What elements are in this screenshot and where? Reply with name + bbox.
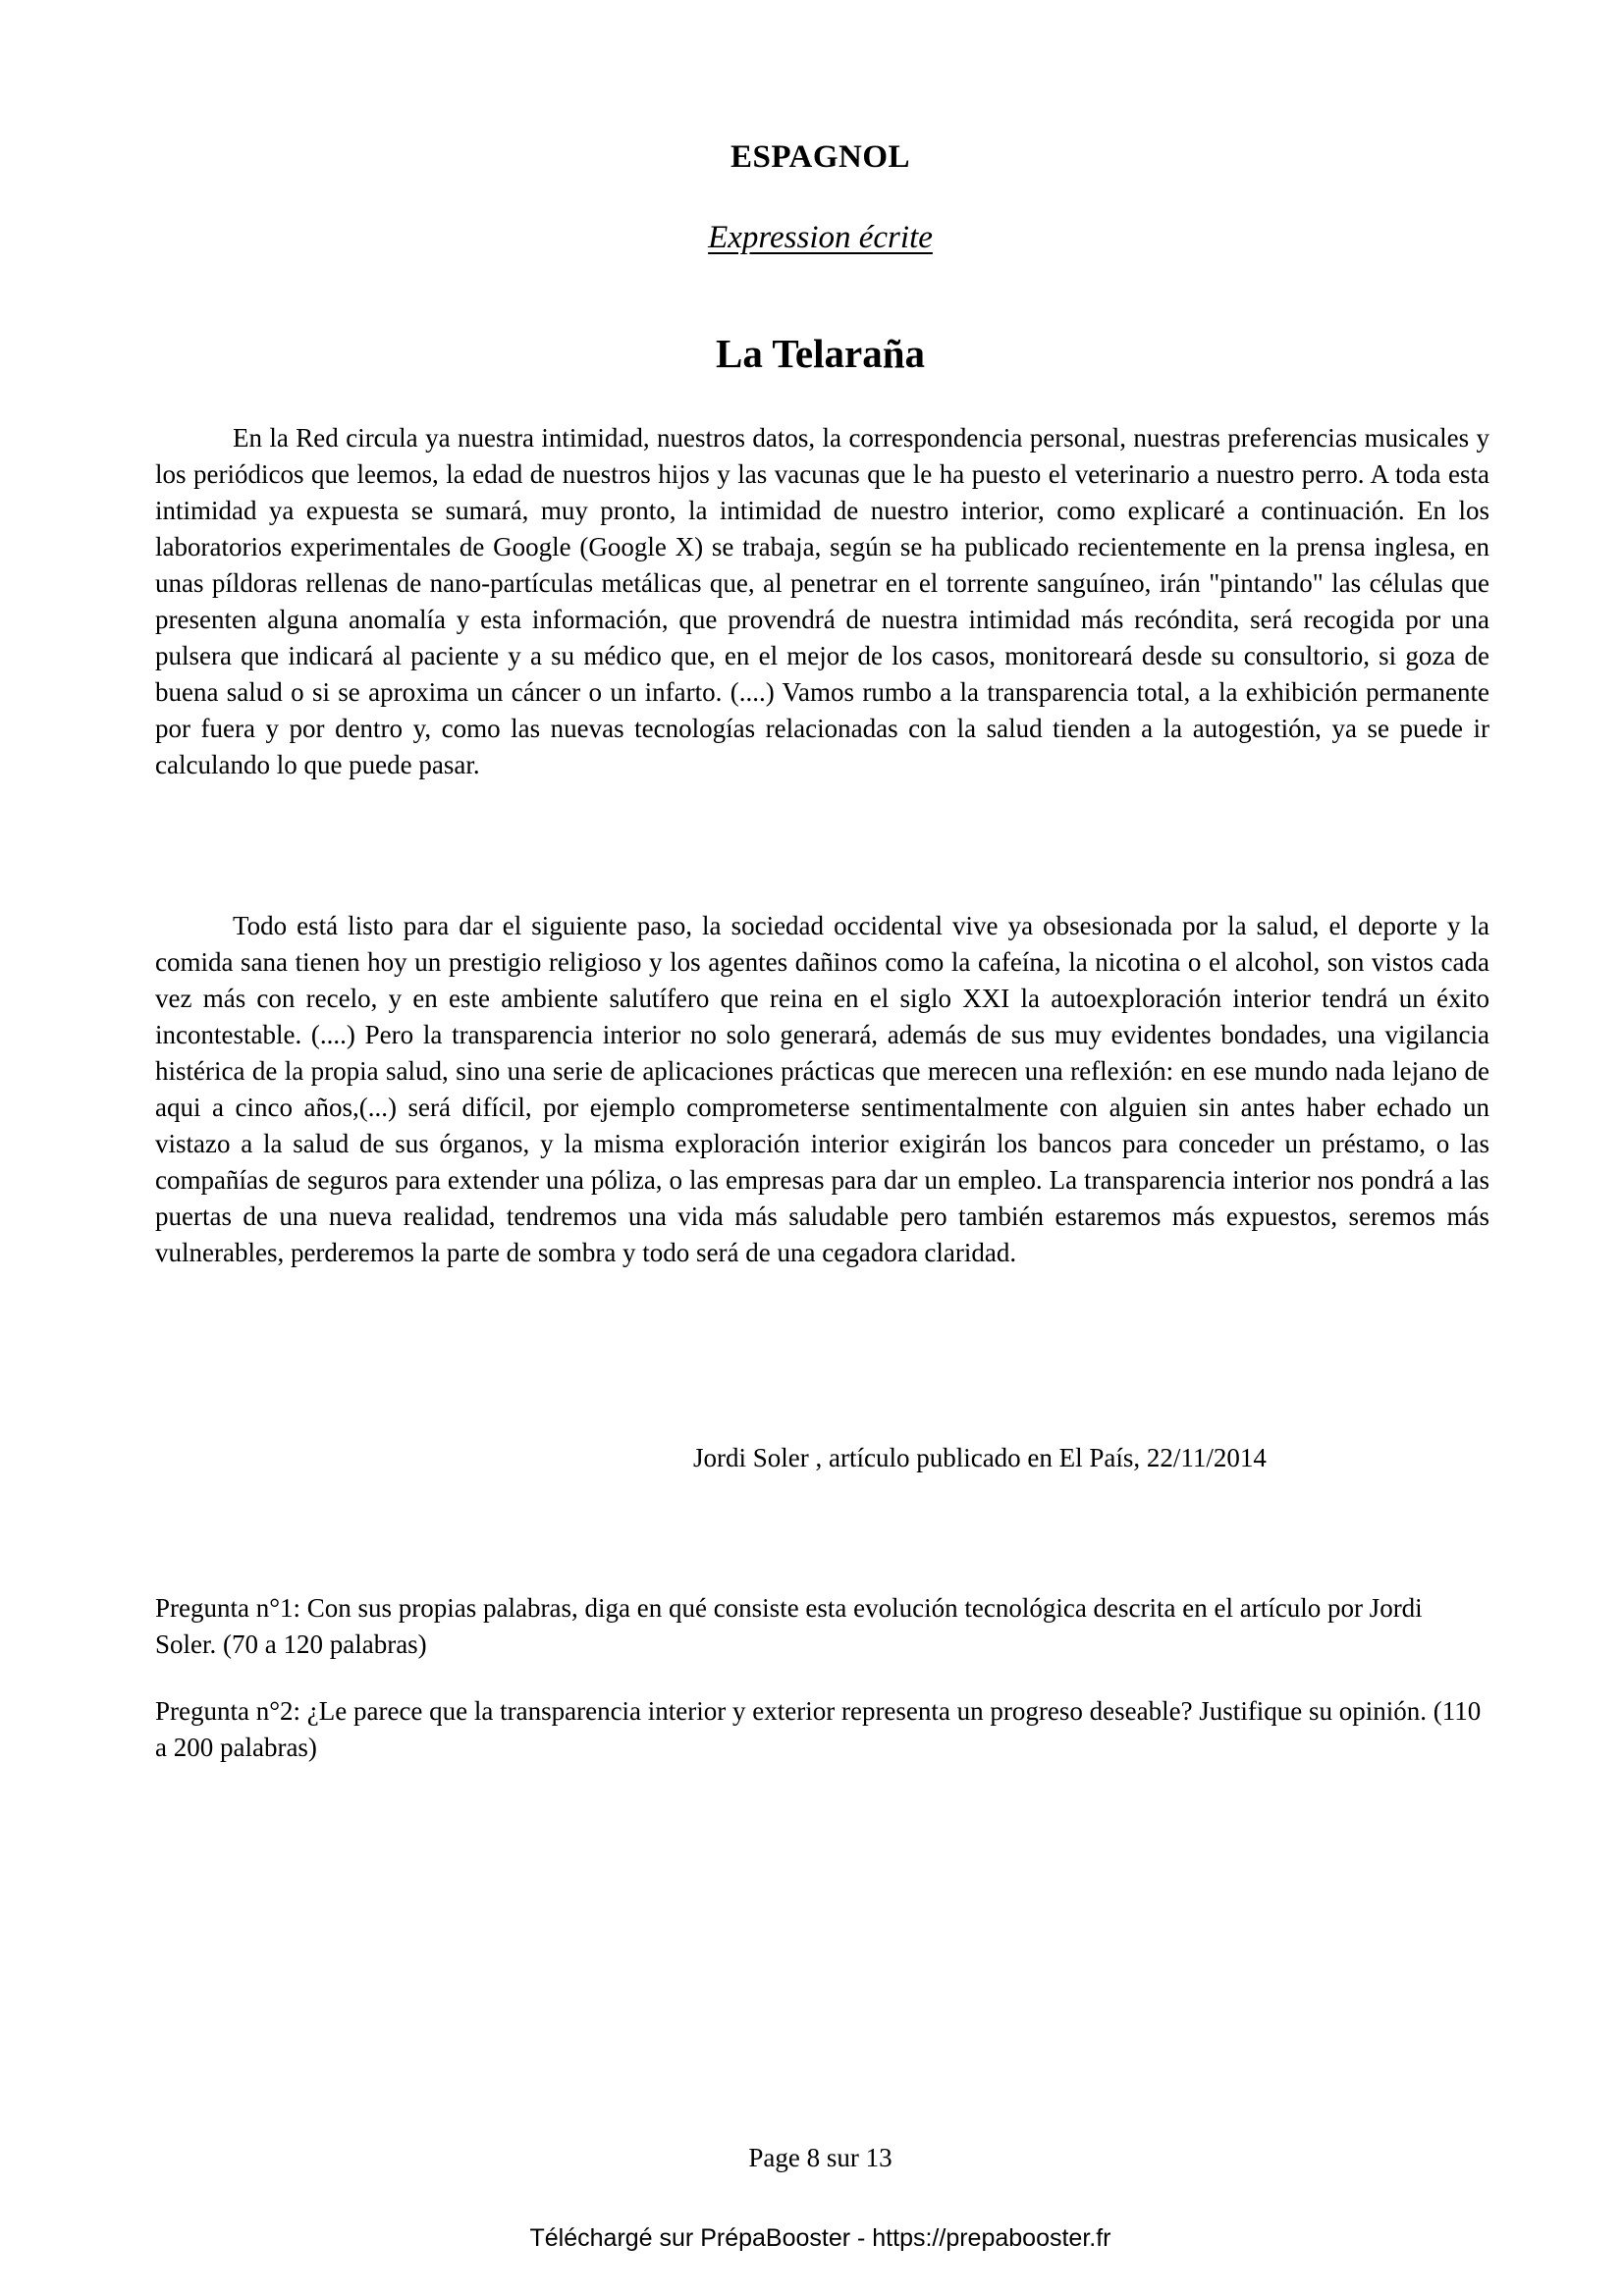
question-1: Pregunta n°1: Con sus propias palabras, diga en qué consiste esta evolución tecnológica descrita en el artículo por Jordi Soler. (70 a 120 palabras) bbox=[155, 1593, 1423, 1659]
page-number: Page 8 sur 13 bbox=[748, 2143, 893, 2172]
article-paragraph-text: En la Red circula ya nuestra intimidad, nuestros datos, la correspondencia personal, nuestras preferencias musicales y los periódicos que leemos, la edad de nuestros hijos y las vacunas que le ha puesto el veterinario a nuestro perro. A toda esta intimidad ya expuesta se sumará, muy pronto, la intimidad de nuestro interior, como explicaré a continuación. En los laboratorios experimentales de Google (Google X) se trabaja, según se ha publicado recientemente en la prensa inglesa, en unas píldoras rellenas de nano-partículas metálicas que, al penetrar en el torrente sanguíneo, irán "pintando" las células que presenten alguna anomalía y esta información, que provendrá de nuestra intimidad más recóndita, será recogida por una pulsera que indicará al paciente y a su médico que, en el mejor de los casos, monitoreará desde su consultorio, si goza de buena salud o si se aproxima un cáncer o un infarto. (....) Vamos rumbo a la transparencia total, a la exhibición permanente por fuera y por dentro y, como las nuevas tecnologías relacionadas con la salud tienden a la autogestión, ya se puede ir calculando lo que puede pasar. bbox=[155, 423, 1489, 779]
article-title: La Telaraña bbox=[715, 331, 926, 376]
download-notice: Téléchargé sur PrépaBooster - https://prepabooster.fr bbox=[529, 2224, 1111, 2252]
exercise-type-label: Expression écrite bbox=[708, 220, 933, 255]
article-paragraph-2 bbox=[155, 908, 1489, 1271]
article-paragraph-text: Todo está listo para dar el siguiente paso, la sociedad occidental vive ya obsesionada por la salud, el deporte y la comida sana tienen hoy un prestigio religioso y los agentes dañinos como la cafeína, la nicotina o el alcohol, son vistos cada vez más con recelo, y en este ambiente salutífero que reina en el siglo XXI la autoexploración interior tendrá un éxito incontestable. (....) Pero la transparencia interior no solo generará, además de sus muy evidentes bondades, una vigilancia histérica de la propia salud, sino una serie de aplicaciones prácticas que merecen una reflexión: en ese mundo nada lejano de aqui a cinco años,(...) será difícil, por ejemplo comprometerse sentimentalmente con alguien sin antes haber echado un vistazo a la salud de sus órganos, y la misma exploración interior exigirán los bancos para conceder un préstamo, o las compañías de seguros para extender una póliza, o las empresas para dar un empleo. La transparencia interior nos pondrá a las puertas de una nueva realidad, tendremos una vida más saludable pero también estaremos más expuestos, seremos más vulnerables, perderemos la parte de sombra y todo será de una cegadora claridad. bbox=[155, 911, 1489, 1267]
question-2: Pregunta n°2: ¿Le parece que la transparencia interior y exterior representa un progreso deseable? Justifique su opinión. (110 a 200 palabras) bbox=[155, 1696, 1482, 1762]
article-attribution: Jordi Soler , artículo publicado en El País, 22/11/2014 bbox=[693, 1443, 1267, 1472]
exercise-type-heading bbox=[0, 220, 1623, 256]
article-paragraph-1 bbox=[155, 420, 1489, 783]
subject-heading: ESPAGNOL bbox=[730, 139, 911, 175]
